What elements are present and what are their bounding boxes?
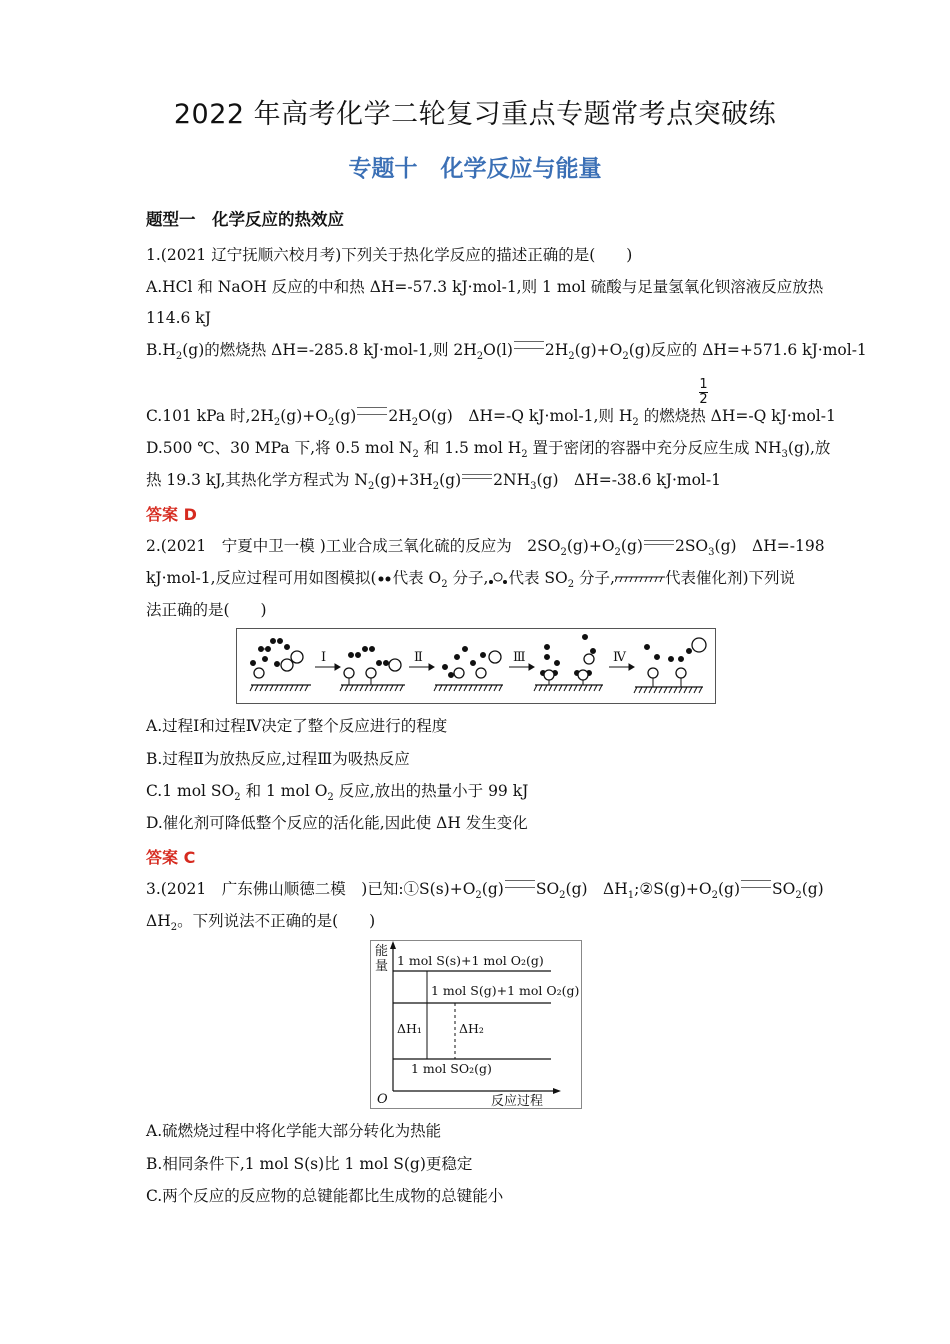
equal-arrow-icon — [741, 880, 771, 888]
q2-option-b: B.过程Ⅱ为放热反应,过程Ⅲ为吸热反应 — [146, 750, 410, 768]
y-axis-label: 能 — [375, 944, 389, 959]
chapter-title: 专题十 化学反应与能量 — [348, 156, 602, 182]
x-axis-label: 反应过程 — [491, 1094, 544, 1108]
step-label: Ⅰ — [321, 650, 327, 665]
catalyst-icon — [615, 575, 665, 583]
delta-h2-label: ΔH₂ — [459, 1021, 484, 1036]
step-label: Ⅱ — [414, 650, 423, 665]
q2-option-d: D.催化剂可降低整个反应的活化能,因此使 ΔH 发生变化 — [146, 814, 528, 832]
energy-level-3: 1 mol SO₂(g) — [411, 1061, 492, 1076]
section-heading: 题型一 化学反应的热效应 — [146, 210, 344, 229]
energy-level-1: 1 mol S(s)+1 mol O₂(g) — [397, 953, 544, 968]
step-label: Ⅲ — [513, 650, 526, 665]
q1-option-d-line2: 热 19.3 kJ,其热化学方程式为 $N_2(g)+3H_2(g)$ $2NH_3(g)$ ΔH=-38.6 kJ·mol-1 — [146, 471, 721, 492]
q2-option-c: C.1 mol $SO_2$ 和 1 mol $O_2$ 反应,放出的热量小于 99 kJ — [146, 782, 529, 803]
q2-stem-line3: 法正确的是( ) — [146, 601, 267, 619]
q2-option-a: A.过程Ⅰ和过程Ⅳ决定了整个反应进行的程度 — [146, 717, 448, 735]
q1-option-c: C.101 kPa 时$,2H_2(g)+O_2(g)$ $2H_2O(g)$ ΔH=-Q kJ·mol-1,则 $H_2$ 的燃烧热 ΔH=-Q kJ·mol-1 — [146, 407, 836, 428]
q1-option-a-line1: A.HCl 和 NaOH 反应的中和热 ΔH=-57.3 kJ·mol-1,则 1 mol 硫酸与足量氢氧化钡溶液反应放热 — [146, 278, 824, 296]
step-label: Ⅳ — [613, 650, 626, 665]
q1-option-b: $B.H_2(g)$的燃烧热 ΔH=-285.8 kJ·mol-1,则 $2H_2O(l)$ $2H_2(g)+O_2(g)$反应的 ΔH=+571.6 kJ·mol-1 — [146, 341, 867, 362]
q3-option-c: C.两个反应的反应物的总键能都比生成物的总键能小 — [146, 1187, 504, 1205]
q3-option-a: A.硫燃烧过程中将化学能大部分转化为热能 — [146, 1122, 442, 1140]
reversible-arrow-icon — [644, 540, 674, 545]
q3-stem-line1: 3.(2021 广东佛山顺德二模 )已知$:①S(s)+O_2(g)$ $SO_2(g)$ $\Delta H_1;②S(g)+O_2(g)$ $SO_2(g)$ — [146, 880, 824, 901]
y-axis-label: 量 — [375, 959, 389, 974]
q2-stem-line2: kJ·mol-1,反应过程可用如图模拟( 代表 $O_2$ 分子, 代表 $SO_2$ 分子, 代表催化剂)下列说 — [146, 569, 796, 590]
so2-molecule-icon — [488, 572, 508, 586]
q2-stem-line1: 2.(2021 宁夏中卫一模 )工业合成三氧化硫的反应为 $2SO_2(g)+O_2(g)$ $2SO_3(g)$ ΔH=-198 — [146, 537, 825, 558]
equal-arrow-icon — [357, 407, 387, 415]
reaction-process-figure — [236, 628, 716, 704]
q1-option-d-line1: D.500 ℃、30 MPa 下,将 0.5 mol $N_2$ 和 1.5 mol $H_2$ 置于密闭的容器中充分反应生成 $NH_3(g)$,放 — [146, 439, 831, 460]
energy-level-2: 1 mol S(g)+1 mol O₂(g) — [431, 983, 580, 998]
half-fraction: 1 2 — [699, 377, 708, 407]
q1-answer: 答案 D — [146, 505, 197, 524]
reversible-arrow-icon — [462, 474, 492, 479]
q2-answer: 答案 C — [146, 848, 196, 867]
equal-arrow-icon — [505, 880, 535, 888]
q1-stem: 1.(2021 辽宁抚顺六校月考)下列关于热化学反应的描述正确的是( ) — [146, 246, 633, 264]
q3-option-b: B.相同条件下,1 mol S(s)比 1 mol S(g)更稳定 — [146, 1155, 473, 1173]
page-title: 2022 年高考化学二轮复习重点专题常考点突破练 — [173, 99, 777, 130]
q1-option-a-line2: 114.6 kJ — [146, 309, 211, 327]
origin-label: O — [377, 1092, 388, 1107]
o2-molecule-icon — [377, 575, 393, 583]
energy-level-diagram — [370, 940, 582, 1109]
equal-arrow-icon — [514, 341, 544, 349]
q3-stem-line2: $\Delta H_2$。下列说法不正确的是( ) — [146, 912, 376, 933]
delta-h1-label: ΔH₁ — [397, 1021, 422, 1036]
